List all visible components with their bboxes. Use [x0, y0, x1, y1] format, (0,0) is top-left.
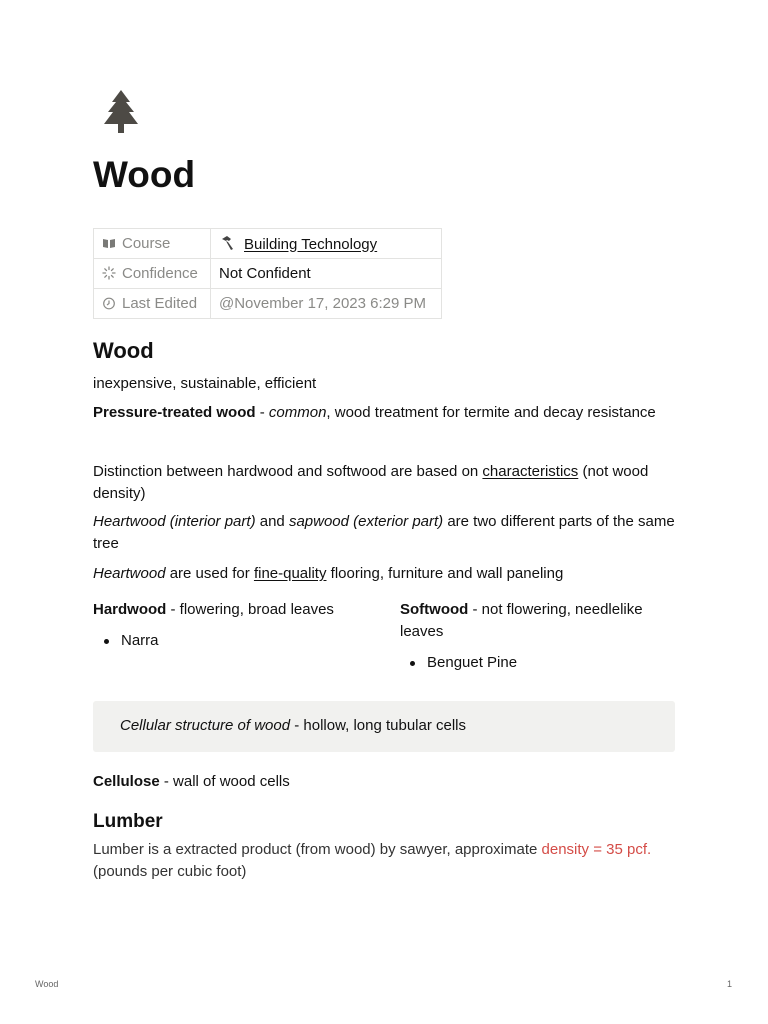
property-key: Last Edited [94, 289, 211, 319]
footer-title: Wood [35, 979, 59, 989]
property-key: Course [94, 229, 211, 259]
paragraph-lumber: Lumber is a extracted product (from wood) by sawyer, approximate density = 35 pcf. (pounds per cubic foot) [93, 841, 652, 880]
paragraph-pressure-treated: Pressure-treated wood - common, wood treatment for termite and decay resistance [93, 404, 656, 421]
evergreen-tree-icon [100, 88, 142, 136]
column-softwood: Softwood - not flowering, needlelike leaves [400, 601, 643, 640]
paragraph-tree-parts: Heartwood (interior part) and sapwood (exterior part) are two different parts of the same tree [93, 513, 675, 552]
property-key: Confidence [94, 259, 211, 289]
paragraph-intro: inexpensive, sustainable, efficient [93, 375, 317, 392]
property-row-course [94, 229, 442, 259]
paragraph-heartwood-use: Heartwood are used for fine-quality flooring, furniture and wall paneling [93, 565, 564, 582]
page-number: 1 [727, 979, 733, 989]
properties-table [93, 228, 442, 319]
property-row-last-edited [94, 289, 442, 319]
hammer-icon [219, 235, 235, 251]
property-value: @November 17, 2023 6:29 PM [211, 289, 442, 319]
page-title: Wood [93, 154, 196, 195]
list-item: Benguet Pine [427, 652, 517, 674]
heading-lumber: Lumber [93, 811, 163, 832]
paragraph-distinction: Distinction between hardwood and softwood are based on characteristics (not wood density) [93, 463, 649, 502]
paragraph-cellulose: Cellulose - wall of wood cells [93, 773, 290, 790]
callout-text: Cellular structure of wood - hollow, long tubular cells [120, 717, 467, 734]
density-highlight: density = 35 pcf. [541, 841, 652, 858]
callout-block [93, 701, 675, 752]
property-row-confidence [94, 259, 442, 289]
column-hardwood: Hardwood - flowering, broad leaves [93, 601, 334, 618]
clock-icon [102, 296, 116, 310]
heading-wood: Wood [93, 338, 154, 363]
loader-icon [102, 266, 116, 280]
book-icon [102, 236, 116, 250]
characteristics-link[interactable]: characteristics [482, 463, 579, 480]
fine-quality-link[interactable]: fine-quality [253, 565, 327, 582]
property-value[interactable]: Not Confident [211, 259, 442, 289]
property-value[interactable] [211, 229, 442, 259]
course-link[interactable]: Building Technology [244, 235, 378, 253]
list-item: Narra [121, 630, 159, 652]
